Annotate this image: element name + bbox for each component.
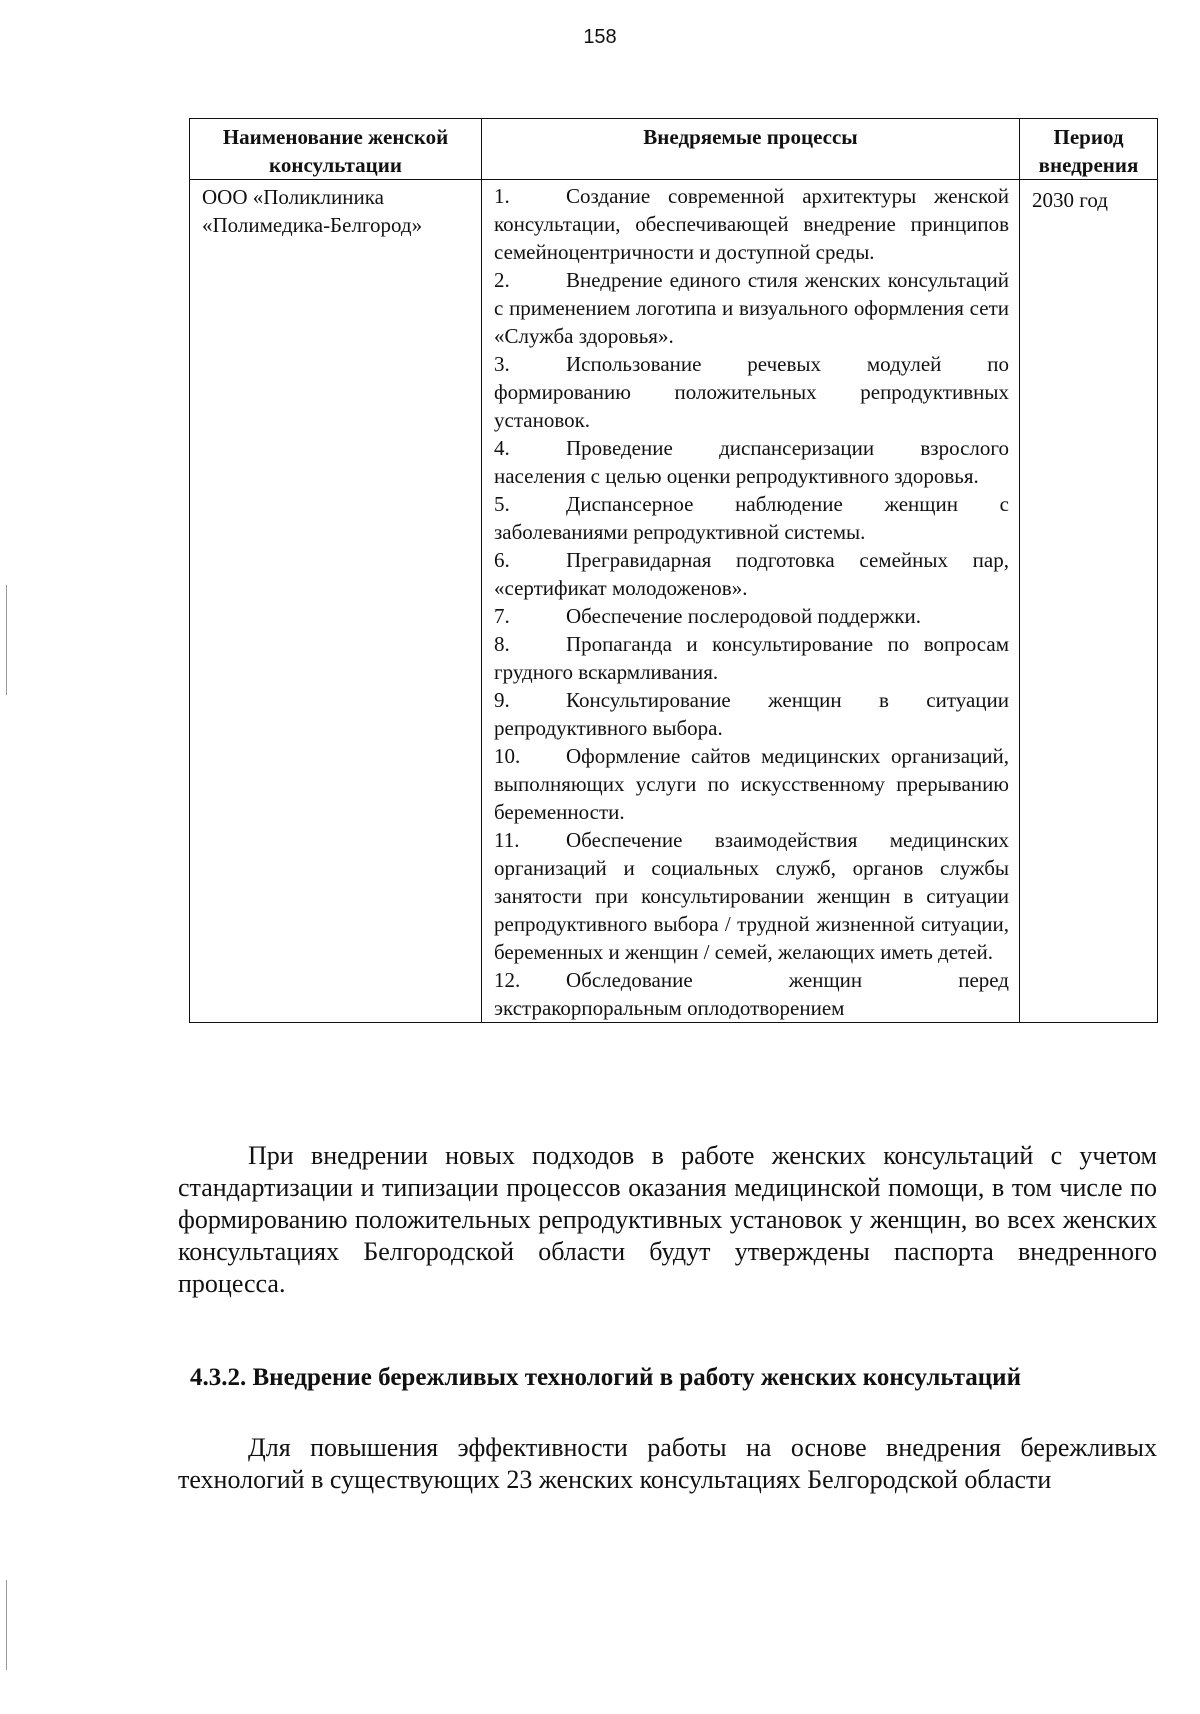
table-header-row <box>190 119 1158 180</box>
list-item <box>494 686 1009 742</box>
list-item <box>494 490 1009 546</box>
list-item-number: 9. <box>494 688 510 712</box>
list-item <box>494 266 1009 350</box>
list-item-text: Пропаганда и консультирование по вопросам грудного вскармливания. <box>494 632 1009 684</box>
processes-table <box>189 118 1158 1023</box>
list-item-text: Прегравидарная подготовка семейных пар, «сертификат молодоженов». <box>494 548 1009 600</box>
list-item <box>494 742 1009 826</box>
organization-cell: ООО «Поликлиника «Полимедика-Белгород» <box>190 180 482 1023</box>
list-item <box>494 434 1009 490</box>
scan-edge-mark <box>6 585 7 695</box>
period-cell: 2030 год <box>1020 180 1158 1023</box>
section-heading: 4.3.2. Внедрение бережливых технологий в работу женских консультаций <box>190 1364 1021 1391</box>
page-number: 158 <box>583 26 617 48</box>
list-item-number: 10. <box>494 744 521 768</box>
list-item <box>494 546 1009 602</box>
paragraph-standardization <box>178 1140 1157 1300</box>
header-processes: Внедряемые процессы <box>482 119 1020 180</box>
list-item <box>494 182 1009 266</box>
paragraph-lean-tech <box>178 1432 1157 1496</box>
list-item-number: 1. <box>494 184 510 208</box>
list-item-text: Обеспечение взаимодействия медицинских организаций и социальных служб, органов службы занятости при консультировании женщин в ситуации репродуктивного выбора / трудной жизненной ситуации, беременных и женщин / семей, желающих иметь детей. <box>494 828 1009 964</box>
list-item-number: 3. <box>494 352 510 376</box>
list-item-number: 7. <box>494 604 510 628</box>
list-item-text: Использование речевых модулей по формированию положительных репродуктивных установок. <box>494 352 1009 432</box>
header-consultation-name: Наименование женской консультации <box>190 119 482 180</box>
processes-cell <box>482 180 1020 1023</box>
list-item-number: 6. <box>494 548 510 572</box>
scan-edge-mark <box>6 1580 7 1670</box>
table-row <box>190 180 1158 1023</box>
list-item-text: Оформление сайтов медицинских организаций, выполняющих услуги по искусственному прерыванию беременности. <box>494 744 1009 824</box>
list-item-text: Обеспечение послеродовой поддержки. <box>566 604 921 628</box>
list-item-text: Создание современной архитектуры женской консультации, обеспечивающей внедрение принципов семейноцентричности и доступной среды. <box>494 184 1009 264</box>
list-item-number: 11. <box>494 828 520 852</box>
list-item-text: Проведение диспансеризации взрослого населения с целью оценки репродуктивного здоровья. <box>494 436 1009 488</box>
list-item <box>494 826 1009 966</box>
list-item-number: 2. <box>494 268 510 292</box>
list-item <box>494 630 1009 686</box>
list-item-number: 8. <box>494 632 510 656</box>
list-item <box>494 602 1009 630</box>
paragraph-lean-tech-text: Для повышения эффективности работы на основе внедрения бережливых технологий в существующих 23 женских консультациях Белгородской области <box>178 1433 1157 1494</box>
list-item <box>494 350 1009 434</box>
process-list <box>494 182 1009 1022</box>
list-item-text: Внедрение единого стиля женских консультаций с применением логотипа и визуального оформления сети «Служба здоровья». <box>494 268 1009 348</box>
list-item-number: 5. <box>494 492 510 516</box>
paragraph-standardization-text: При внедрении новых подходов в работе женских консультаций с учетом стандартизации и типизации процессов оказания медицинской помощи, в том числе по формированию положительных репродуктивных установок у женщин, во всех женских консультациях Белгородской области будут утверждены паспорта внедренного процесса. <box>178 1141 1157 1298</box>
list-item-text: Консультирование женщин в ситуации репродуктивного выбора. <box>494 688 1009 740</box>
list-item <box>494 966 1009 1022</box>
list-item-number: 12. <box>494 968 521 992</box>
list-item-text: Обследование женщин перед экстракорпоральным оплодотворением <box>494 968 1009 1020</box>
header-period: Период внедрения <box>1020 119 1158 180</box>
list-item-text: Диспансерное наблюдение женщин с заболеваниями репродуктивной системы. <box>494 492 1009 544</box>
list-item-number: 4. <box>494 436 510 460</box>
